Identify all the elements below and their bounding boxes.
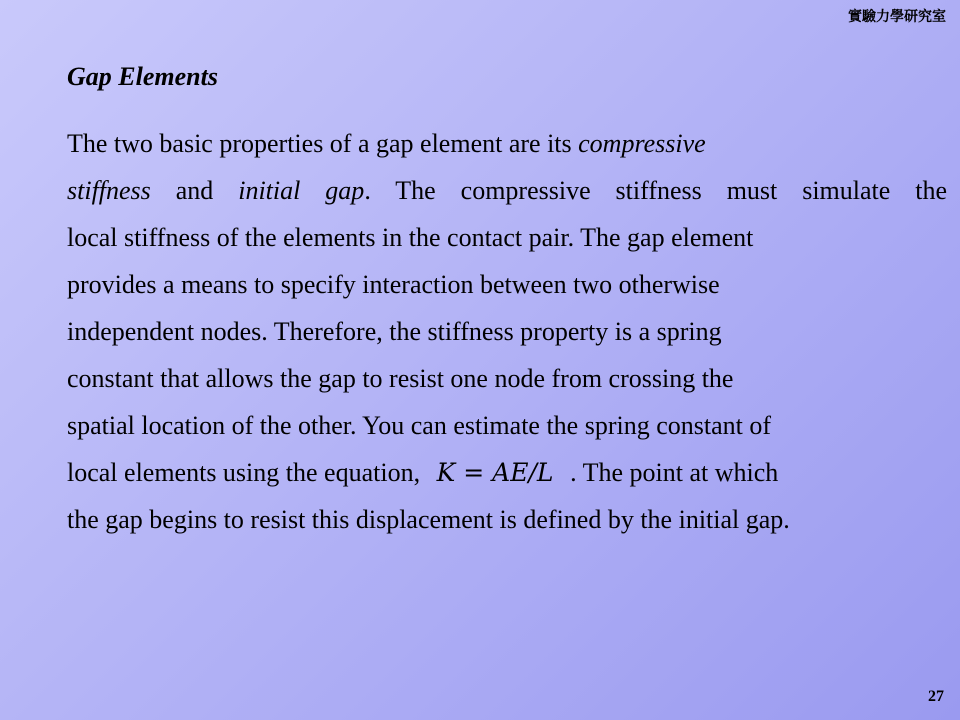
body-line-9: the gap begins to resist this displacement is defined by the initial gap. xyxy=(67,505,790,534)
lab-name: 實驗力學研究室 xyxy=(848,9,946,25)
body-line-1 xyxy=(67,120,947,167)
body-line-2 xyxy=(67,167,947,214)
text-span: and xyxy=(150,176,239,205)
page-number: 27 xyxy=(928,688,944,705)
slide-title: Gap Elements xyxy=(67,62,218,91)
text-span: The two basic properties of a gap element are its xyxy=(67,129,579,158)
emphasis-stiffness: stiffness xyxy=(67,176,151,205)
body-line-8 xyxy=(67,449,947,496)
slide-body xyxy=(67,120,947,543)
text-span: . The compressive stiffness must simulate the xyxy=(364,176,948,205)
spring-constant-equation: K = AE/L xyxy=(436,458,554,487)
text-span: . The point at which xyxy=(570,458,779,487)
body-line-6: constant that allows the gap to resist one node from crossing the xyxy=(67,364,734,393)
emphasis-compressive: compressive xyxy=(578,129,706,158)
body-line-5: independent nodes. Therefore, the stiffness property is a spring xyxy=(67,317,722,346)
emphasis-initial-gap: initial gap xyxy=(238,176,365,205)
body-line-3: local stiffness of the elements in the contact pair. The gap element xyxy=(67,223,754,252)
body-line-7: spatial location of the other. You can estimate the spring constant of xyxy=(67,411,772,440)
text-span: local elements using the equation, xyxy=(67,458,421,487)
body-line-4: provides a means to specify interaction between two otherwise xyxy=(67,270,720,299)
